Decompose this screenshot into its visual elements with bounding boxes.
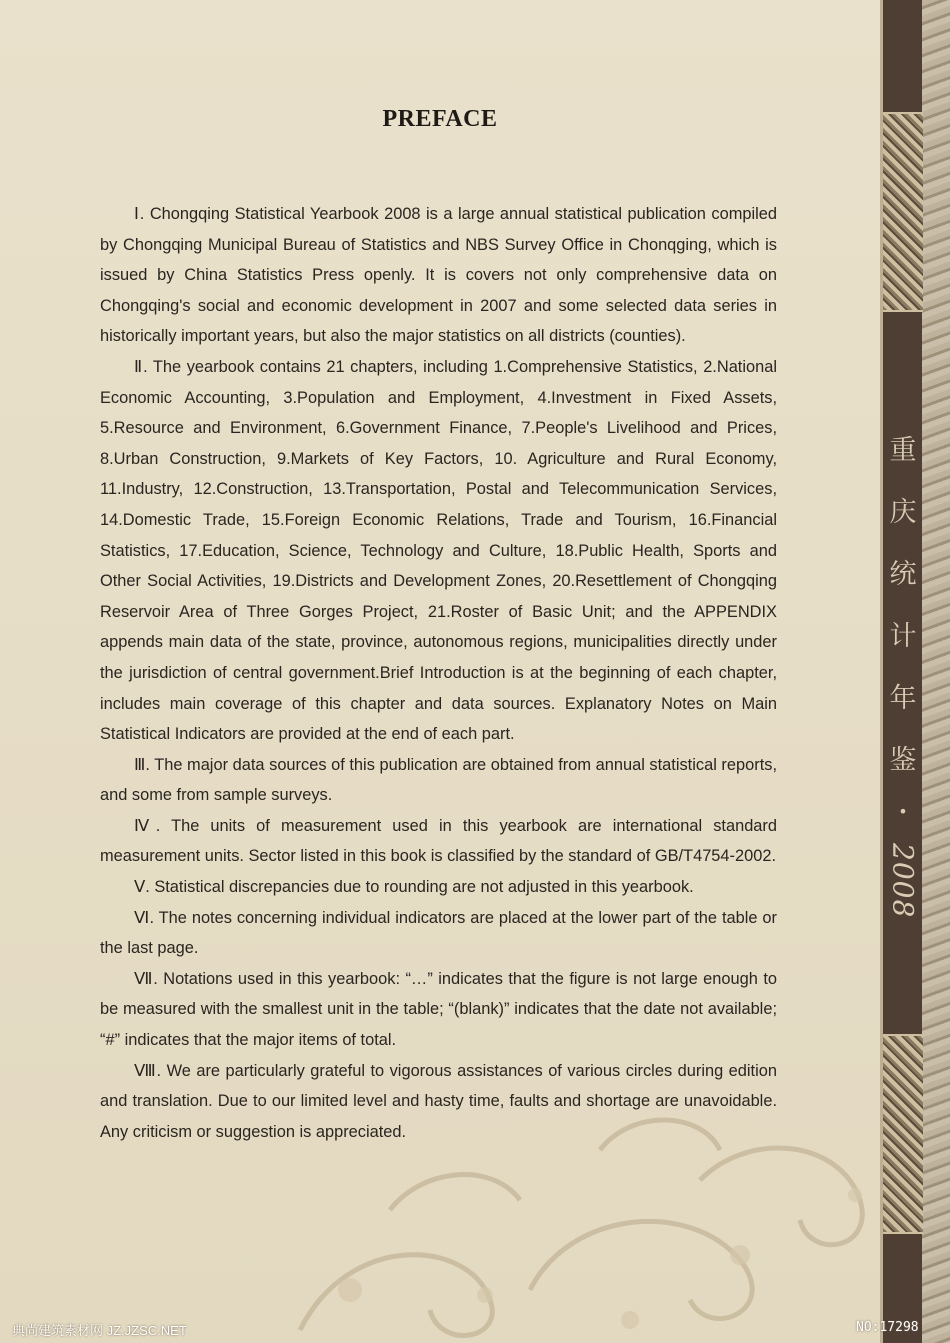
page-title: PREFACE <box>382 106 498 132</box>
paragraph-1: Ⅰ. Chongqing Statistical Yearbook 2008 is a large annual statistical publication compiled by Chongqing Municipal Bureau of Statistics and NBS Survey Office in Chonqging, which is issued by China Statistics Press openly. It is covers not only comprehensive data on Chongqing's social and economic development in 2007 and some selected data series in historically important years, but also the major statistics on all districts (counties). <box>100 205 777 346</box>
title-char-2: 庆 <box>889 497 917 528</box>
title-char-4: 计 <box>889 621 917 652</box>
preface-body <box>100 199 777 1147</box>
ornament-panel-bottom <box>883 1034 923 1234</box>
side-pattern-strip <box>922 0 950 1343</box>
title-char-3: 统 <box>889 559 917 590</box>
paragraph-4: Ⅳ. The units of measurement used in this yearbook are international standard measurement units. Sector listed in this book is classified by the standard of GB/T4754-2002. <box>100 816 777 866</box>
paragraph-3: Ⅲ. The major data sources of this publication are obtained from annual statistical reports, and some from sample surveys. <box>100 755 777 805</box>
paragraph-2: Ⅱ. The yearbook contains 21 chapters, including 1.Comprehensive Statistics, 2.National Economic Accounting, 3.Population and Employment, 4.Investment in Fixed Assets, 5.Resource and Environment, 6.Government Finance, 7.People's Livelihood and Prices, 8.Urban Construction, 9.Markets of Key Factors, 10. Agriculture and Rural Economy, 11.Industry, 12.Construction, 13.Transportation, Postal and Telecommunication Services, 14.Domestic Trade, 15.Foreign Economic Relations, Trade and Tourism, 16.Financial Statistics, 17.Education, Science, Technology and Culture, 18.Public Health, Sports and Other Social Activities, 19.Districts and Development Zones, 20.Resettlement of Chongqing Reservoir Area of Three Gorges Project, 21.Roster of Basic Unit; and the APPENDIX appends main data of the state, province, autonomous regions, municipalities directly under the jurisdiction of central government.Brief Introduction is at the beginning of each chapter, includes main coverage of this chapter and data sources. Explanatory Notes on Main Statistical Indicators are provided at the end of each part. <box>100 357 777 744</box>
ornament-panel-top <box>883 112 923 312</box>
paragraph-6: Ⅵ. The notes concerning individual indicators are placed at the lower part of the table or the last page. <box>100 908 777 958</box>
paragraph-5: Ⅴ. Statistical discrepancies due to rounding are not adjusted in this yearbook. <box>134 878 694 897</box>
title-char-1: 重 <box>889 435 917 466</box>
title-dot: • <box>898 802 908 821</box>
paragraph-7: Ⅶ. Notations used in this yearbook: “…” indicates that the figure is not large enough to be measured with the smallest unit in the table; “(blank)” indicates that the date not available; “#” indicates that the major items of total. <box>100 969 777 1050</box>
watermark-site-name: 典尚建筑素材网 JZ.JZSC.NET <box>12 1323 187 1338</box>
title-char-6: 鉴 <box>889 745 917 776</box>
vertical-book-title <box>883 420 923 926</box>
paragraph-8: Ⅷ. We are particularly grateful to vigorous assistances of various circles during edition and translation. Due to our limited level and hasty time, faults and shortage are unavoidable. Any criticism or suggestion is appreciated. <box>100 1061 777 1141</box>
title-year: 2008 <box>886 843 920 919</box>
title-char-5: 年 <box>889 683 917 714</box>
watermark-number: NO:17298 <box>856 1320 919 1335</box>
